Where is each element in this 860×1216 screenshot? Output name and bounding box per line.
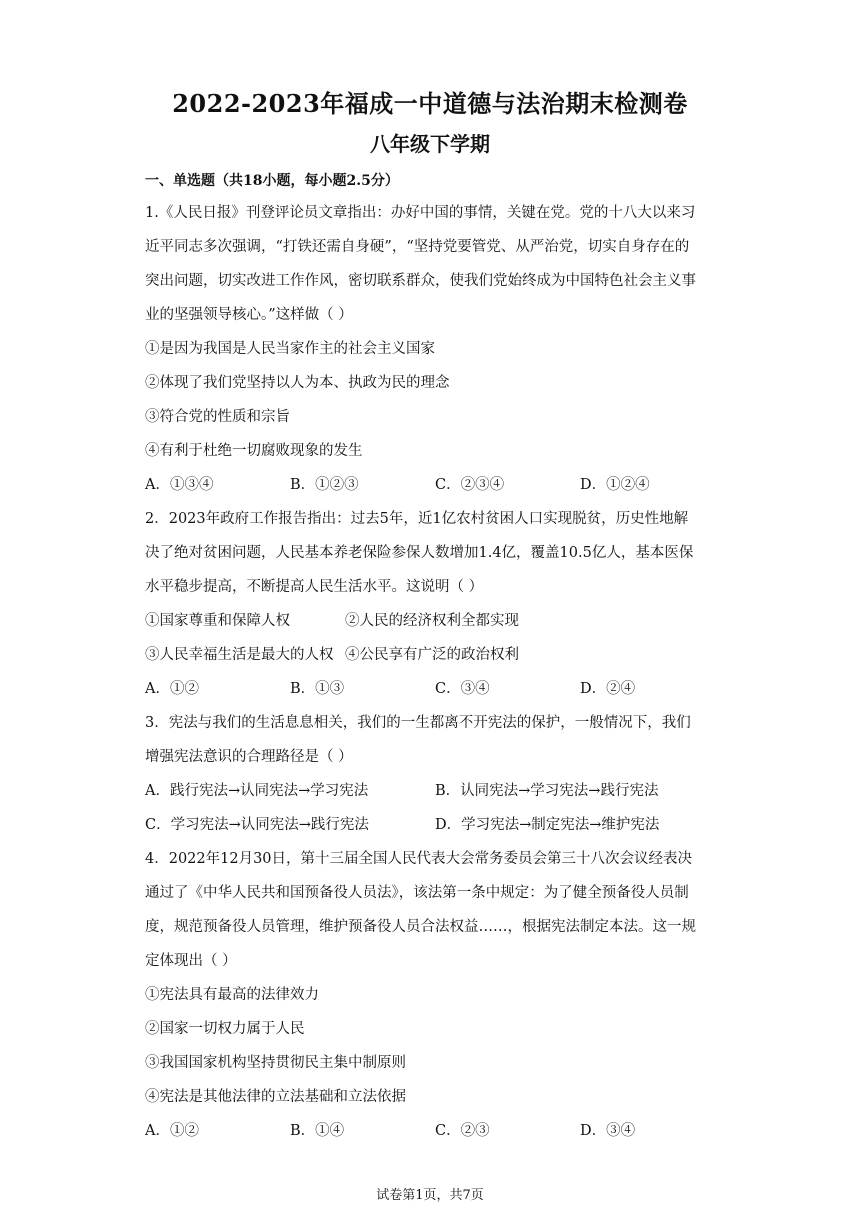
question-stem-line: 水平稳步提高，不断提高人民生活水平。这说明（ ） bbox=[145, 579, 484, 595]
statement: ②国家一切权力属于人民 bbox=[145, 1021, 305, 1037]
option-c[interactable]: C．学习宪法→认同宪法→践行宪法 bbox=[145, 817, 369, 833]
statement: ①国家尊重和保障人权 bbox=[145, 613, 290, 629]
question-stem-line: 1.《人民日报》刊登评论员文章指出：办好中国的事情，关键在党。党的十八大以来习 bbox=[145, 205, 696, 221]
statement: ③人民幸福生活是最大的人权 bbox=[145, 647, 334, 663]
statement: ④宪法是其他法律的立法基础和立法依据 bbox=[145, 1089, 406, 1105]
option-a[interactable]: A．①② bbox=[145, 1123, 199, 1139]
page-footer: 试卷第1页，共7页 bbox=[376, 1188, 484, 1203]
answer-options bbox=[145, 468, 725, 502]
statement: ④有利于杜绝一切腐败现象的发生 bbox=[145, 443, 363, 459]
option-a[interactable]: A．践行宪法→认同宪法→学习宪法 bbox=[145, 783, 369, 799]
question-stem-line: 决了绝对贫困问题，人民基本养老保险参保人数增加1.4亿，覆盖10.5亿人，基本医保 bbox=[145, 545, 694, 561]
question-1 bbox=[145, 196, 725, 502]
option-b[interactable]: B．认同宪法→学习宪法→践行宪法 bbox=[435, 783, 659, 799]
question-list bbox=[145, 196, 725, 1148]
answer-options bbox=[145, 774, 725, 808]
option-d[interactable]: D．③④ bbox=[580, 1123, 636, 1139]
section-heading: 一、单选题（共18小题，每小题2.5分） bbox=[145, 173, 399, 189]
option-b[interactable]: B．①③ bbox=[290, 681, 345, 697]
question-stem-line: 近平同志多次强调，“打铁还需自身硬”，“坚持党要管党、从严治党，切实自身存在的 bbox=[145, 239, 690, 255]
answer-options bbox=[145, 672, 725, 706]
page-subtitle: 八年级下学期 bbox=[370, 132, 490, 156]
answer-options bbox=[145, 808, 725, 842]
question-4 bbox=[145, 842, 725, 1148]
option-d[interactable]: D．学习宪法→制定宪法→维护宪法 bbox=[435, 817, 660, 833]
question-stem-line: 2．2023年政府工作报告指出：过去5年，近1亿农村贫困人口实现脱贫，历史性地解 bbox=[145, 511, 689, 527]
question-stem-line: 增强宪法意识的合理路径是（ ） bbox=[145, 749, 353, 765]
statement: ③我国国家机构坚持贯彻民主集中制原则 bbox=[145, 1055, 406, 1071]
statement: ①是因为我国是人民当家作主的社会主义国家 bbox=[145, 341, 435, 357]
statement: ②体现了我们党坚持以人为本、执政为民的理念 bbox=[145, 375, 450, 391]
statement: ②人民的经济权利全都实现 bbox=[345, 613, 519, 629]
option-d[interactable]: D．②④ bbox=[580, 681, 636, 697]
statement: ③符合党的性质和宗旨 bbox=[145, 409, 290, 425]
option-b[interactable]: B．①④ bbox=[290, 1123, 345, 1139]
option-a[interactable]: A．①③④ bbox=[145, 477, 214, 493]
option-c[interactable]: C．②③④ bbox=[435, 477, 505, 493]
question-stem-line: 突出问题，切实改进工作作风，密切联系群众，使我们党始终成为中国特色社会主义事 bbox=[145, 273, 696, 289]
question-2 bbox=[145, 502, 725, 706]
question-stem-line: 4．2022年12月30日，第十三届全国人民代表大会常务委员会第三十八次会议经表决 bbox=[145, 851, 693, 867]
question-stem-line: 通过了《中华人民共和国预备役人员法》，该法第一条中规定：为了健全预备役人员制 bbox=[145, 885, 689, 901]
option-c[interactable]: C．③④ bbox=[435, 681, 490, 697]
question-3 bbox=[145, 706, 725, 842]
question-stem-line: 业的坚强领导核心。”这样做（ ） bbox=[145, 307, 353, 323]
option-c[interactable]: C．②③ bbox=[435, 1123, 490, 1139]
answer-options bbox=[145, 1114, 725, 1148]
option-a[interactable]: A．①② bbox=[145, 681, 199, 697]
question-stem-line: 定体现出（ ） bbox=[145, 953, 237, 969]
question-stem-line: 3．宪法与我们的生活息息相关，我们的一生都离不开宪法的保护，一般情况下，我们 bbox=[145, 715, 691, 731]
option-d[interactable]: D．①②④ bbox=[580, 477, 650, 493]
option-b[interactable]: B．①②③ bbox=[290, 477, 359, 493]
statement-row bbox=[145, 638, 725, 672]
statement-row bbox=[145, 604, 725, 638]
statement: ④公民享有广泛的政治权利 bbox=[345, 647, 519, 663]
question-stem-line: 度，规范预备役人员管理，维护预备役人员合法权益……，根据宪法制定本法。这一规 bbox=[145, 919, 696, 935]
statement: ①宪法具有最高的法律效力 bbox=[145, 987, 319, 1003]
page-title: 2022-2023年福成一中道德与法治期末检测卷 bbox=[172, 89, 688, 118]
